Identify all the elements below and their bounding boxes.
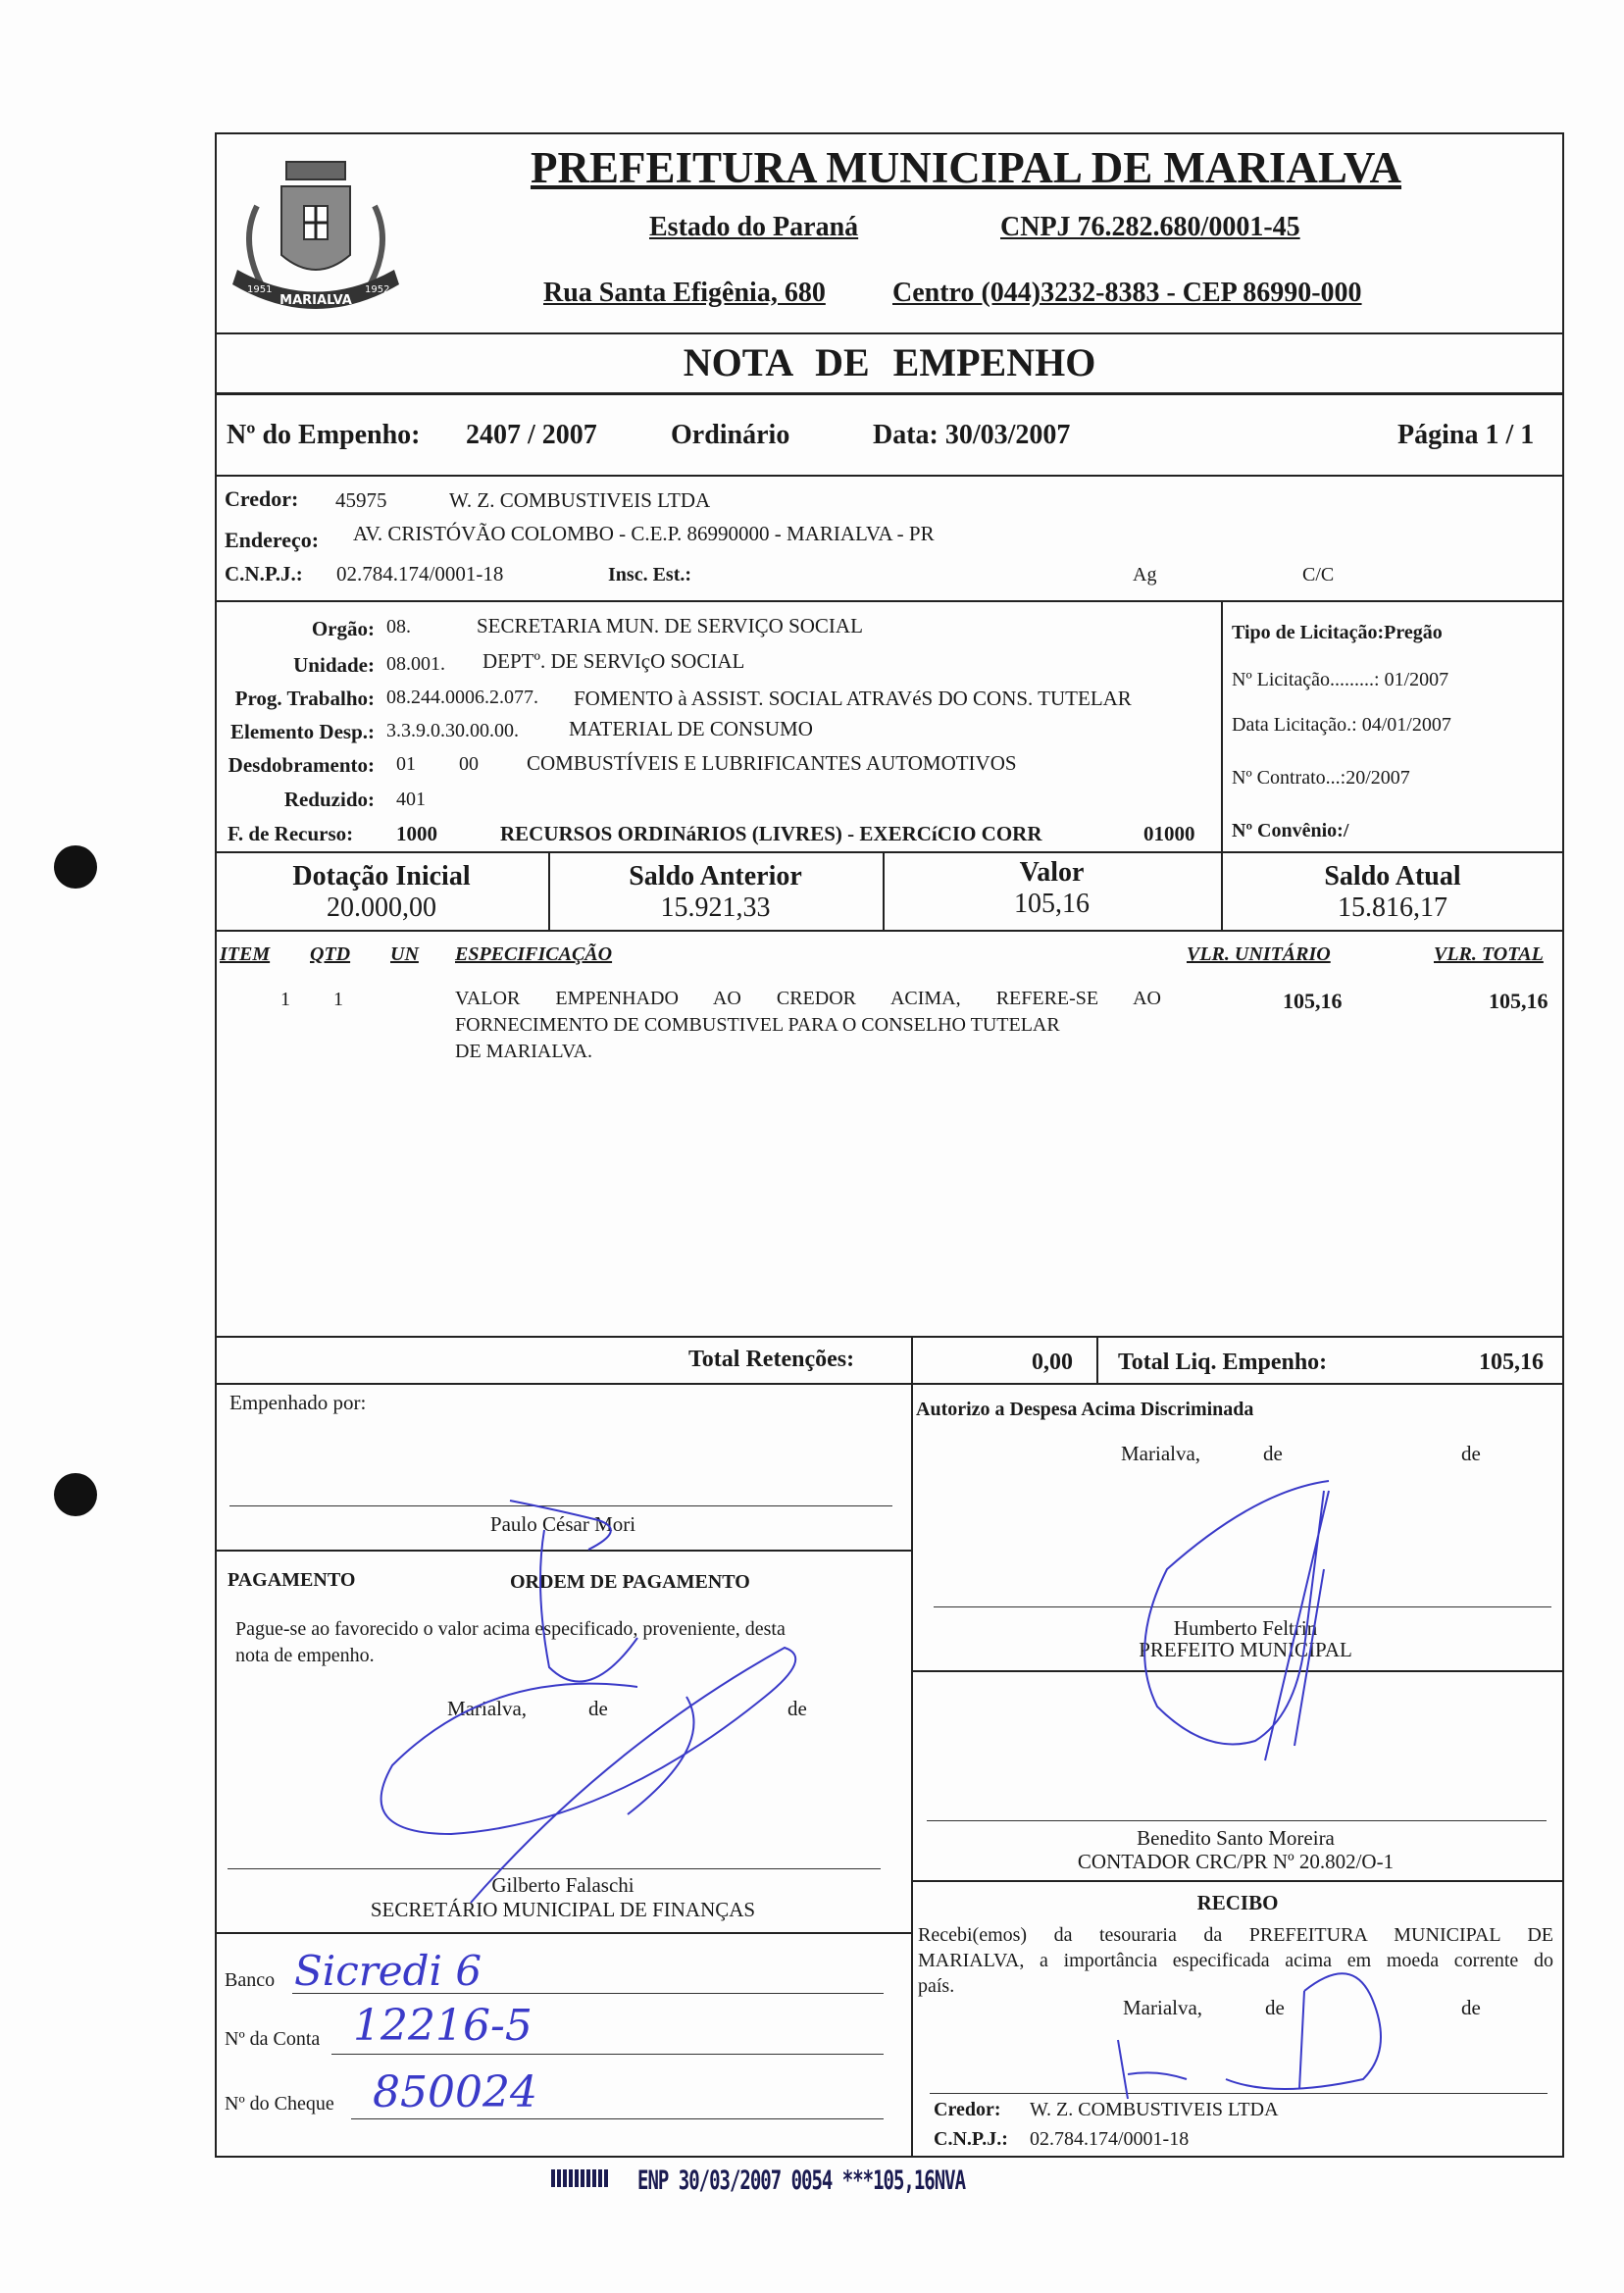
ag-label: Ag bbox=[1133, 564, 1157, 586]
cheque-handwritten: 850024 bbox=[373, 2067, 537, 2117]
saldo-anterior-label: Saldo Anterior bbox=[629, 861, 802, 892]
elemento-name: MATERIAL DE CONSUMO bbox=[569, 717, 813, 740]
autorizo-de-2: de bbox=[1461, 1442, 1481, 1465]
cheque-label: Nº do Cheque bbox=[225, 2093, 334, 2115]
pagamento-text: Pague-se ao favorecido o valor acima especificado, proveniente, desta nota de empenho. bbox=[235, 1618, 786, 1666]
empenhado-signer: Paulo César Mori bbox=[489, 1512, 636, 1536]
barcode-mark bbox=[551, 2169, 610, 2187]
credor-address-label: Endereço: bbox=[225, 528, 320, 552]
prefeito-signature bbox=[1144, 1481, 1329, 1760]
reduzido-value: 401 bbox=[396, 789, 426, 810]
cnpj-prefeitura: CNPJ 76.282.680/0001-45 bbox=[1000, 212, 1300, 242]
contador-role: CONTADOR CRC/PR Nº 20.802/O-1 bbox=[1077, 1850, 1395, 1873]
recibo-credor: W. Z. COMBUSTIVEIS LTDA bbox=[1030, 2099, 1279, 2120]
numero-licitacao: Nº Licitação.........: 01/2007 bbox=[1232, 669, 1449, 690]
recibo-credor-label: Credor: bbox=[934, 2099, 1001, 2120]
total-retencoes-label: Total Retenções: bbox=[688, 1347, 855, 1372]
prefeito-role: PREFEITO MUNICIPAL bbox=[1139, 1638, 1352, 1661]
conta-handwritten: 12216-5 bbox=[353, 2001, 533, 2051]
svg-text:1951: 1951 bbox=[247, 284, 273, 295]
secretario-role: SECRETÁRIO MUNICIPAL DE FINANÇAS bbox=[370, 1898, 756, 1921]
prefeitura-contact: Centro (044)3232-8383 - CEP 86990-000 bbox=[892, 278, 1362, 308]
orgao-code: 08. bbox=[386, 616, 411, 637]
tipo-licitacao: Tipo de Licitação:Pregão bbox=[1232, 622, 1443, 643]
prog-trabalho-label: Prog. Trabalho: bbox=[234, 687, 375, 710]
document-title: NOTA DE EMPENHO bbox=[683, 340, 1096, 384]
credor-cnpj-label: C.N.P.J.: bbox=[225, 562, 303, 586]
unidade-code: 08.001. bbox=[386, 653, 445, 675]
valor-value: 105,16 bbox=[1014, 889, 1090, 919]
footer-stamp: ENP 30/03/2007 0054 ***105,16NVA bbox=[637, 2166, 966, 2196]
data-licitacao: Data Licitação.: 04/01/2007 bbox=[1232, 714, 1451, 736]
dotacao-inicial-label: Dotação Inicial bbox=[292, 861, 471, 892]
insc-est-label: Insc. Est.: bbox=[608, 564, 692, 586]
svg-text:1952: 1952 bbox=[365, 284, 390, 295]
reduzido-label: Reduzido: bbox=[283, 788, 375, 811]
elemento-label: Elemento Desp.: bbox=[230, 720, 375, 743]
credor-cnpj: 02.784.174/0001-18 bbox=[336, 562, 504, 586]
col-qtd: QTD bbox=[310, 943, 351, 965]
desdobramento-label: Desdobramento: bbox=[228, 753, 375, 777]
credor-code: 45975 bbox=[335, 488, 387, 512]
secretario-name: Gilberto Falaschi bbox=[491, 1873, 634, 1897]
fonte-recurso-name: RECURSOS ORDINáRIOS (LIVRES) - EXERCíCIO CORR bbox=[500, 822, 1042, 845]
recibo-text: Recebi(emos) da tesouraria da PREFEITURA MUNICIPAL DE MARIALVA, a importância especificada acima em moeda corrente do país. bbox=[918, 1924, 1553, 1997]
saldo-atual-value: 15.816,17 bbox=[1338, 892, 1447, 923]
recibo-de-1: de bbox=[1265, 1996, 1285, 2019]
recibo-de-2: de bbox=[1461, 1996, 1481, 2019]
prefeitura-address: Rua Santa Efigênia, 680 bbox=[543, 278, 826, 308]
prog-trabalho-code: 08.244.0006.2.077. bbox=[386, 687, 538, 708]
item-vlr-unitario: 105,16 bbox=[1283, 989, 1343, 1013]
pagamento-label: PAGAMENTO bbox=[228, 1569, 356, 1591]
conta-label: Nº da Conta bbox=[225, 2028, 321, 2050]
empenhado-signature bbox=[510, 1501, 611, 1550]
state-name: Estado do Paraná bbox=[649, 212, 859, 242]
empenho-date: Data: 30/03/2007 bbox=[873, 420, 1071, 450]
col-un: UN bbox=[390, 943, 419, 965]
numero-contrato: Nº Contrato...:20/2007 bbox=[1232, 767, 1410, 789]
autorizo-place: Marialva, bbox=[1121, 1442, 1201, 1465]
item-especificacao: VALOR EMPENHADO AO CREDOR ACIMA, REFERE-SE AO FORNECIMENTO DE COMBUSTIVEL PARA O CONSELHO TUTELAR DE MARIALVA. bbox=[455, 988, 1161, 1062]
unidade-name: DEPTº. DE SERVIçO SOCIAL bbox=[482, 649, 745, 673]
autorizo-label: Autorizo a Despesa Acima Discriminada bbox=[916, 1399, 1254, 1420]
total-retencoes-value: 0,00 bbox=[1032, 1350, 1073, 1375]
col-item: ITEM bbox=[220, 943, 271, 965]
ordem-pagamento-label: ORDEM DE PAGAMENTO bbox=[510, 1571, 750, 1593]
autorizo-de-1: de bbox=[1263, 1442, 1283, 1465]
desdobramento-code-2: 00 bbox=[459, 753, 479, 775]
fonte-recurso-code: 1000 bbox=[396, 822, 437, 845]
col-vlr-unitario: VLR. UNITÁRIO bbox=[1187, 943, 1331, 965]
col-especificacao: ESPECIFICAÇÃO bbox=[455, 943, 613, 965]
recibo-cnpj-label: C.N.P.J.: bbox=[934, 2128, 1008, 2150]
page-number: Página 1 / 1 bbox=[1397, 420, 1535, 450]
recibo-signature bbox=[1118, 1973, 1381, 2099]
empenho-type: Ordinário bbox=[671, 420, 790, 450]
dotacao-inicial-value: 20.000,00 bbox=[327, 892, 436, 923]
prefeito-name: Humberto Feltrin bbox=[1173, 1616, 1318, 1640]
item-vlr-total: 105,16 bbox=[1489, 989, 1548, 1013]
saldo-atual-label: Saldo Atual bbox=[1324, 861, 1461, 892]
empenho-number-label: Nº do Empenho: bbox=[227, 420, 421, 450]
desdobramento-code-1: 01 bbox=[396, 753, 416, 775]
cc-label: C/C bbox=[1302, 564, 1335, 586]
credor-label: Credor: bbox=[225, 486, 299, 511]
credor-address: AV. CRISTÓVÃO COLOMBO - C.E.P. 86990000 - MARIALVA - PR bbox=[353, 522, 935, 545]
banco-handwritten: Sicredi 6 bbox=[294, 1947, 482, 1995]
prog-trabalho-name: FOMENTO à ASSIST. SOCIAL ATRAVéS DO CONS. TUTELAR bbox=[574, 687, 1132, 710]
fonte-recurso-code-2: 01000 bbox=[1143, 822, 1195, 845]
recibo-title: RECIBO bbox=[1196, 1891, 1279, 1914]
svg-text:MARIALVA: MARIALVA bbox=[279, 293, 352, 308]
empenho-number: 2407 / 2007 bbox=[466, 420, 597, 450]
pagamento-de-1: de bbox=[588, 1697, 608, 1720]
banco-label: Banco bbox=[225, 1969, 276, 1991]
orgao-label: Orgão: bbox=[311, 617, 375, 640]
recibo-place: Marialva, bbox=[1123, 1996, 1203, 2019]
unidade-label: Unidade: bbox=[293, 653, 375, 677]
orgao-name: SECRETARIA MUN. DE SERVIÇO SOCIAL bbox=[477, 614, 863, 637]
item-qtd: 1 bbox=[333, 989, 343, 1010]
pagamento-place: Marialva, bbox=[447, 1697, 528, 1720]
pagamento-de-2: de bbox=[787, 1697, 807, 1720]
item-number: 1 bbox=[280, 989, 290, 1010]
numero-convenio: Nº Convênio:/ bbox=[1232, 820, 1349, 841]
credor-name: W. Z. COMBUSTIVEIS LTDA bbox=[449, 488, 711, 512]
recibo-cnpj: 02.784.174/0001-18 bbox=[1030, 2128, 1190, 2150]
secretario-signature bbox=[381, 1530, 796, 1903]
prefeitura-title: PREFEITURA MUNICIPAL DE MARIALVA bbox=[530, 143, 1402, 192]
saldo-anterior-value: 15.921,33 bbox=[660, 892, 771, 923]
elemento-code: 3.3.9.0.30.00.00. bbox=[386, 720, 519, 741]
total-liquido-value: 105,16 bbox=[1479, 1350, 1544, 1375]
fonte-recurso-label: F. de Recurso: bbox=[228, 822, 354, 845]
valor-label: Valor bbox=[1019, 857, 1085, 888]
total-liquido-label: Total Liq. Empenho: bbox=[1118, 1350, 1328, 1375]
col-vlr-total: VLR. TOTAL bbox=[1434, 943, 1544, 965]
contador-name: Benedito Santo Moreira bbox=[1137, 1826, 1335, 1850]
desdobramento-name: COMBUSTÍVEIS E LUBRIFICANTES AUTOMOTIVOS bbox=[527, 751, 1017, 775]
empenhado-por-label: Empenhado por: bbox=[229, 1391, 367, 1414]
